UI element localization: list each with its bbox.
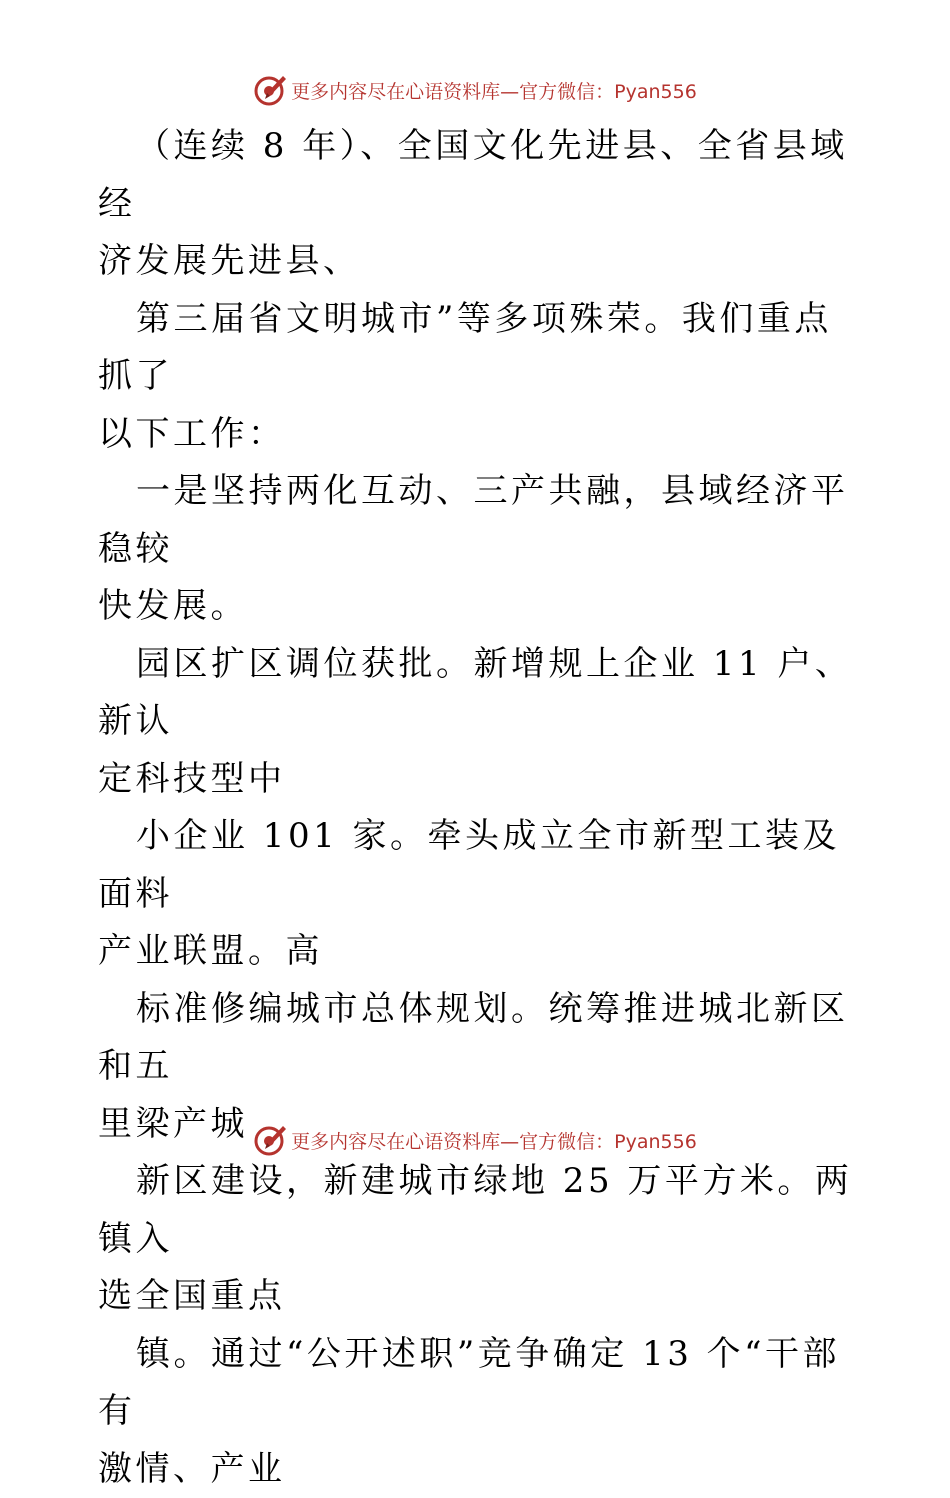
text-line: 一是坚持两化互动、三产共融，县域经济平稳较 bbox=[98, 471, 849, 569]
paragraph bbox=[98, 291, 858, 464]
pen-logo-icon bbox=[253, 1123, 287, 1157]
pen-logo-icon bbox=[253, 73, 287, 107]
text-line: 激情、产业 bbox=[98, 1449, 286, 1489]
text-line: 第三届省文明城市”等多项殊荣。我们重点抓了 bbox=[98, 299, 832, 397]
text-line: 产业联盟。高 bbox=[98, 931, 323, 971]
paragraph bbox=[98, 118, 858, 291]
text-line: 新区建设，新建城市绿地 25 万平方米。两镇入 bbox=[98, 1161, 852, 1259]
text-line: 快发展。 bbox=[98, 586, 248, 626]
text-line: 选全国重点 bbox=[98, 1276, 286, 1316]
text-line: （连续 8 年）、全国文化先进县、全省县域经 bbox=[98, 126, 848, 224]
paragraph bbox=[98, 463, 858, 636]
paragraph bbox=[98, 808, 858, 981]
text-line: 园区扩区调位获批。新增规上企业 11 户、新认 bbox=[98, 644, 852, 742]
text-line: 镇。通过“公开述职”竞争确定 13 个“干部有 bbox=[98, 1334, 840, 1432]
document-body bbox=[98, 118, 858, 1498]
paragraph bbox=[98, 1153, 858, 1326]
footer-watermark-text: 更多内容尽在心语资料库—官方微信：Pyan556 bbox=[291, 1127, 697, 1154]
paragraph bbox=[98, 636, 858, 809]
text-line: 标准修编城市总体规划。统筹推进城北新区和五 bbox=[98, 989, 849, 1087]
header-watermark-banner bbox=[0, 70, 950, 110]
footer-watermark-banner bbox=[0, 1120, 950, 1160]
text-line: 济发展先进县、 bbox=[98, 241, 361, 281]
header-watermark-text: 更多内容尽在心语资料库—官方微信：Pyan556 bbox=[291, 77, 697, 104]
text-line: 定科技型中 bbox=[98, 759, 286, 799]
text-line: 里梁产城 bbox=[98, 1104, 248, 1144]
text-line: 以下工作： bbox=[98, 414, 286, 454]
text-line: 小企业 101 家。牵头成立全市新型工装及面料 bbox=[98, 816, 840, 914]
paragraph bbox=[98, 1326, 858, 1498]
